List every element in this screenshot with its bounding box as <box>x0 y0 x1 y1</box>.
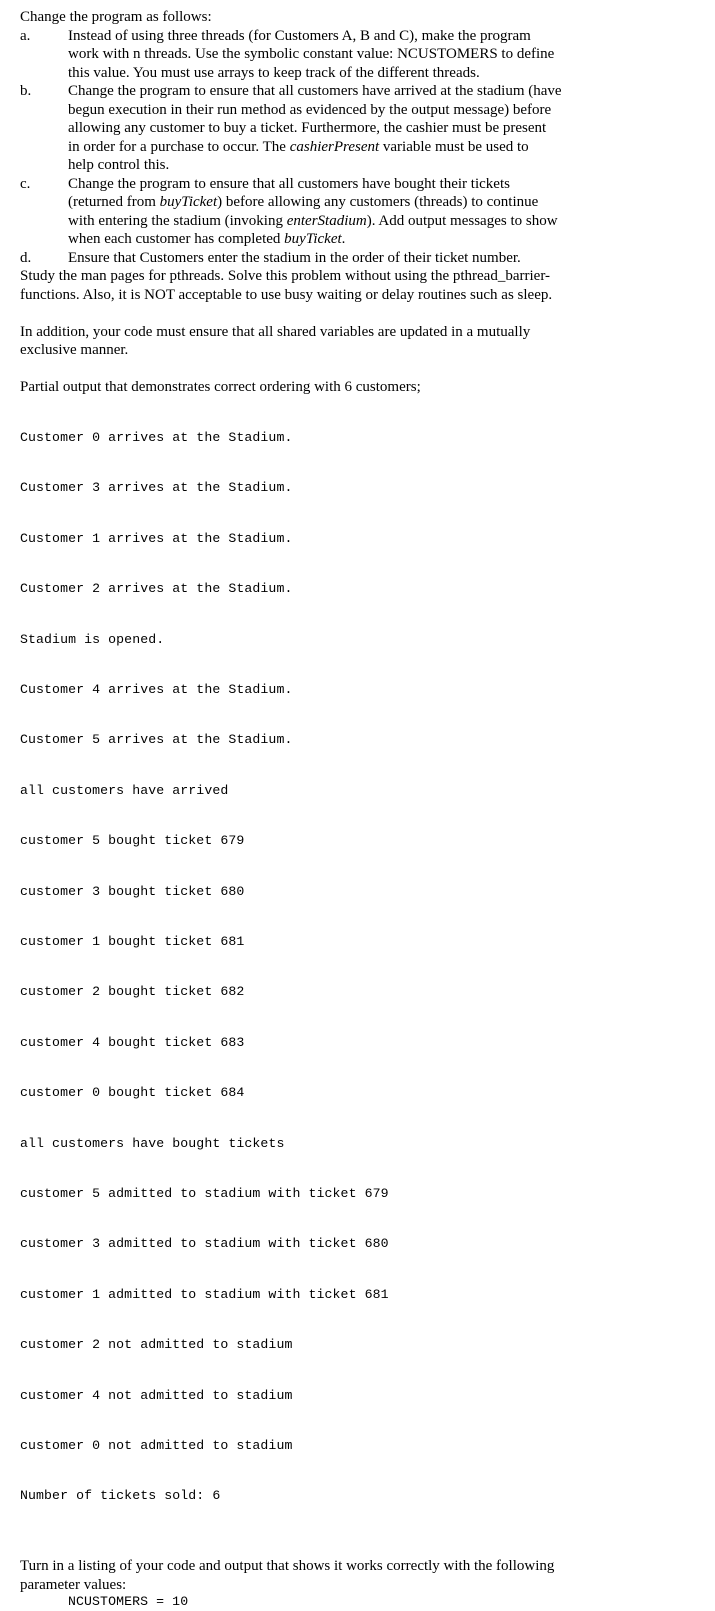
output-line: all customers have bought tickets <box>20 1135 285 1151</box>
code-identifier: cashierPresent <box>289 138 380 155</box>
output-line: Customer 5 arrives at the Stadium. <box>20 732 293 748</box>
output-line: customer 5 bought ticket 679 <box>20 833 245 849</box>
study-note-line: Study the man pages for pthreads. Solve this problem without using the pthread_barrier- <box>20 268 551 284</box>
text-line <box>68 212 608 231</box>
output-line: customer 4 not admitted to stadium <box>20 1387 293 1403</box>
partial-output-heading: Partial output that demonstrates correct ordering with 6 customers; <box>20 379 421 395</box>
item-text <box>68 175 608 249</box>
turn-in-line: parameter values: <box>20 1576 127 1593</box>
output-line: Customer 4 arrives at the Stadium. <box>20 682 293 698</box>
output-line: customer 1 admitted to stadium with ticket 681 <box>20 1286 389 1302</box>
output-line: customer 0 bought ticket 684 <box>20 1085 245 1101</box>
output-line: customer 3 admitted to stadium with ticket 680 <box>20 1236 389 1252</box>
text-line: allowing any customer to buy a ticket. Furthermore, the cashier must be present <box>68 120 547 136</box>
list-item-b <box>20 82 710 175</box>
text-line: work with n threads. Use the symbolic constant value: NCUSTOMERS to define <box>68 46 555 62</box>
text-line: Ensure that Customers enter the stadium in the order of their ticket number. <box>68 249 521 266</box>
output-line: Customer 3 arrives at the Stadium. <box>20 480 293 496</box>
output-line: Number of tickets sold: 6 <box>20 1488 221 1504</box>
item-label: a. <box>20 27 31 44</box>
output-line: Customer 1 arrives at the Stadium. <box>20 530 293 546</box>
output-line: Customer 2 arrives at the Stadium. <box>20 581 293 597</box>
item-text <box>68 27 608 83</box>
list-item-c <box>20 175 710 249</box>
item-label: c. <box>20 175 31 192</box>
text-span: when each customer has completed <box>68 231 285 247</box>
item-label: b. <box>20 83 32 99</box>
output-line: customer 3 bought ticket 680 <box>20 883 245 899</box>
output-line: customer 1 bought ticket 681 <box>20 934 245 949</box>
turn-in-line: Turn in a listing of your code and output that shows it works correctly with the following <box>20 1558 555 1575</box>
text-line: this value. You must use arrays to keep track of the different threads. <box>68 64 480 81</box>
output-line: Customer 0 arrives at the Stadium. <box>20 430 293 446</box>
parameter-value-line: NCUSTOMERS = 10 <box>68 1594 189 1610</box>
text-span: variable must be used to <box>379 138 529 155</box>
code-identifier: buyTicket <box>159 194 218 210</box>
text-line: Instead of using three threads (for Customers A, B and C), make the program <box>68 27 531 44</box>
code-identifier: enterStadium <box>286 212 367 229</box>
output-line: Stadium is opened. <box>20 631 165 647</box>
item-text <box>68 82 608 175</box>
text-line <box>68 138 608 157</box>
text-span: in order for a purchase to occur. The <box>68 138 290 155</box>
text-line: Change the program to ensure that all customers have arrived at the stadium (have <box>68 83 562 99</box>
mutex-note-line: In addition, your code must ensure that all shared variables are updated in a mutually <box>20 323 531 340</box>
output-line: customer 2 not admitted to stadium <box>20 1337 293 1353</box>
text-span: ). Add output messages to show <box>366 212 558 229</box>
assignment-document <box>20 8 710 1611</box>
item-text <box>68 249 688 268</box>
text-span: with entering the stadium (invoking <box>68 212 287 229</box>
study-note-line: functions. Also, it is NOT acceptable to use busy waiting or delay routines such as sleep. <box>20 286 553 303</box>
intro-text: Change the program as follows: <box>20 9 212 25</box>
output-line: customer 5 admitted to stadium with ticket 679 <box>20 1185 389 1201</box>
code-identifier: buyTicket <box>284 231 342 247</box>
text-line <box>68 193 608 212</box>
output-line: customer 4 bought ticket 683 <box>20 1034 245 1050</box>
list-item-a <box>20 27 710 83</box>
list-item-d <box>20 249 710 268</box>
text-line <box>68 230 608 249</box>
item-label: d. <box>20 249 32 266</box>
output-line: customer 0 not admitted to stadium <box>20 1437 293 1453</box>
output-line: customer 2 bought ticket 682 <box>20 984 245 1000</box>
sample-output-block <box>20 397 710 1539</box>
text-line: help control this. <box>68 157 170 173</box>
text-span: . <box>341 231 346 247</box>
text-line: Change the program to ensure that all customers have bought their tickets <box>68 175 510 192</box>
text-line: begun execution in their run method as evidenced by the output message) before <box>68 101 552 118</box>
text-span: ) before allowing any customers (threads) to continue <box>217 194 539 210</box>
text-span: (returned from <box>68 194 160 210</box>
output-line: all customers have arrived <box>20 782 229 798</box>
mutex-note-line: exclusive manner. <box>20 342 129 358</box>
